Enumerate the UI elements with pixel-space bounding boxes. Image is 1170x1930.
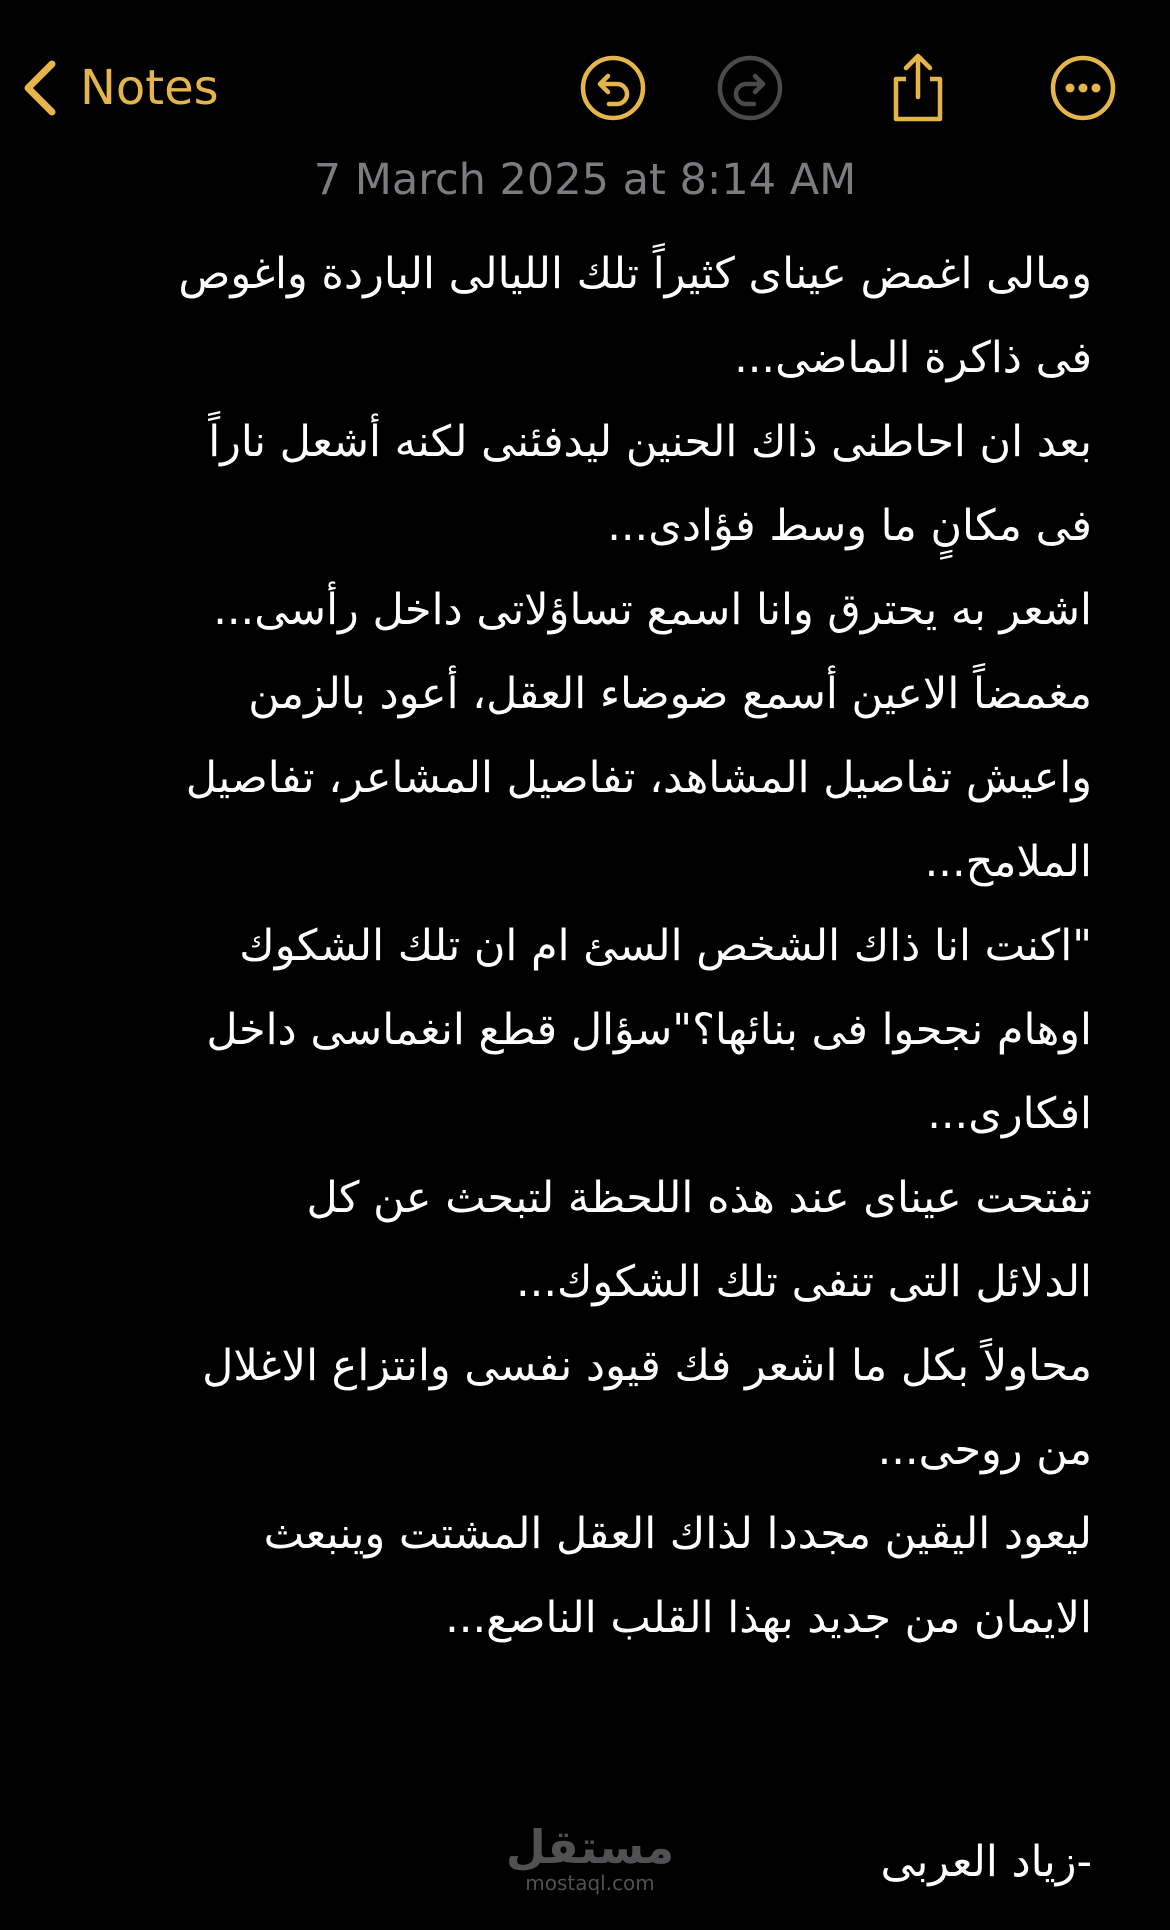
- note-line: ليعود اليقين مجددا لذاك العقل المشتت وينبعث: [263, 1509, 1092, 1559]
- note-line: من روحى...: [877, 1425, 1092, 1475]
- note-line: مغمضاً الاعين أسمع ضوضاء العقل، أعود بالزمن: [248, 669, 1092, 719]
- watermark-latin: mostaql.com: [525, 1871, 655, 1895]
- note-line: الدلائل التى تنفى تلك الشكوك...: [515, 1257, 1092, 1307]
- note-line: اوهام نجحوا فى بنائها؟"سؤال قطع انغماسى داخل: [206, 1005, 1092, 1055]
- note-signature: -زياد العربى: [880, 1837, 1092, 1887]
- share-button[interactable]: [882, 52, 954, 124]
- note-line: "اكنت انا ذاك الشخص السئ ام ان تلك الشكوك: [239, 921, 1092, 971]
- note-line: واعيش تفاصيل المشاهد، تفاصيل المشاعر، تفاصيل: [185, 753, 1092, 803]
- watermark-arabic: مستقل: [505, 1820, 675, 1874]
- back-button[interactable]: [22, 52, 219, 124]
- note-body[interactable]: [90, 232, 1092, 1660]
- share-icon: [884, 51, 952, 125]
- note-line: بعد ان احاطنى ذاك الحنين ليدفئنى لكنه أشعل ناراً: [208, 417, 1092, 467]
- note-line: تفتحت عيناى عند هذه اللحظة لتبحث عن كل: [306, 1173, 1092, 1223]
- redo-button[interactable]: [714, 52, 786, 124]
- note-line: اشعر به يحترق وانا اسمع تساؤلاتى داخل رأسى...: [213, 585, 1092, 635]
- more-button[interactable]: [1047, 52, 1119, 124]
- note-date: 7 March 2025 at 8:14 AM: [313, 155, 857, 205]
- note-line: فى ذاكرة الماضى...: [734, 333, 1092, 383]
- undo-icon: [579, 54, 647, 122]
- ellipsis-circle-icon: [1049, 54, 1117, 122]
- navigation-bar: [0, 0, 1170, 160]
- note-line: ومالى اغمض عيناى كثيراً تلك الليالى الباردة واغوص: [178, 249, 1092, 299]
- note-line: افكارى...: [927, 1089, 1092, 1139]
- note-line: الايمان من جديد بهذا القلب الناصع...: [445, 1593, 1092, 1643]
- back-button-label: Notes: [80, 60, 219, 116]
- chevron-left-icon: [22, 58, 58, 118]
- undo-button[interactable]: [577, 52, 649, 124]
- note-line: فى مكانٍ ما وسط فؤادى...: [607, 501, 1092, 551]
- watermark-logo: [500, 1822, 680, 1894]
- note-line: الملامح...: [924, 837, 1092, 887]
- note-line: محاولاً بكل ما اشعر فك قيود نفسى وانتزاع الاغلال: [202, 1341, 1092, 1391]
- redo-icon: [716, 54, 784, 122]
